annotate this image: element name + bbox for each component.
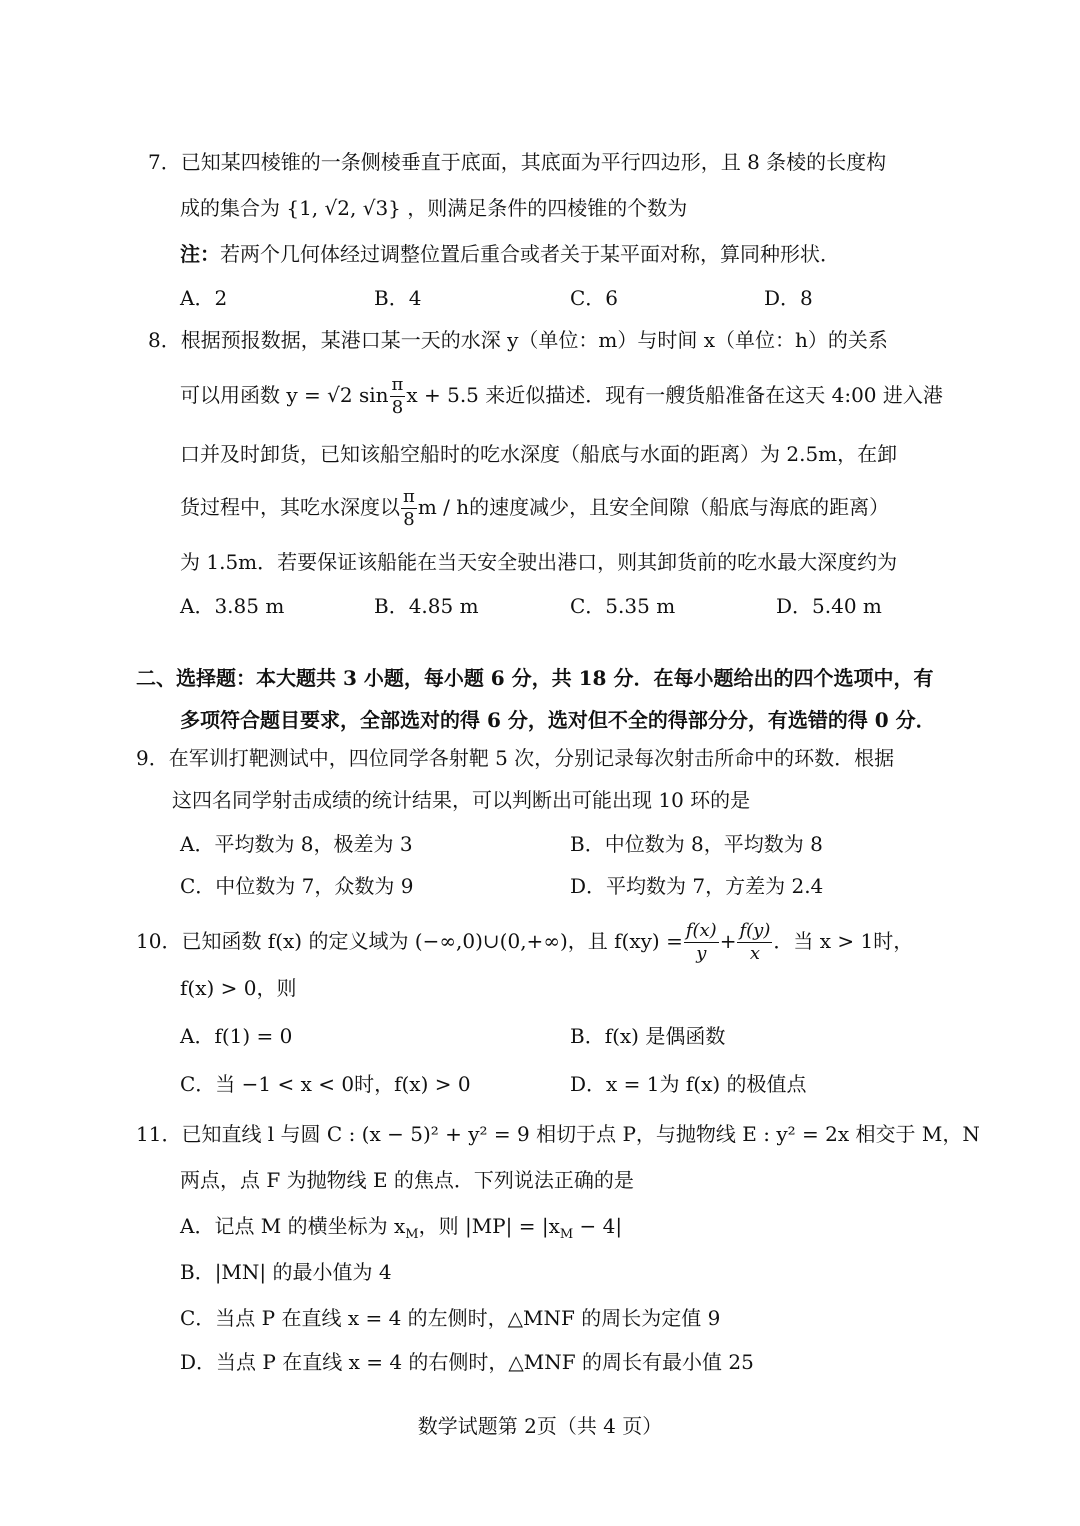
q10-frac2 [737, 922, 772, 963]
q11-option-b: B．|MN| 的最小值为 4 [180, 1260, 392, 1284]
q8-rate-num: π [403, 486, 415, 507]
q10-option-b: B．f(x) 是偶函数 [570, 1024, 726, 1048]
q10-frac1-num: f(x) [685, 920, 717, 941]
q9-option-c: C．中位数为 7，众数为 9 [180, 874, 414, 898]
q8-func-num: π [391, 374, 404, 395]
q8-line3: 口并及时卸货，已知该船空船时的吃水深度（船底与水面的距离）为 2.5m，在卸 [180, 442, 898, 466]
q10-option-c: C．当 −1 < x < 0时，f(x) > 0 [180, 1072, 471, 1096]
q8-line4-a: 货过程中，其吃水深度以 [180, 495, 400, 519]
q7-option-d: D．8 [764, 286, 813, 310]
q7-set-expr: {1, √2, √3} [286, 196, 401, 220]
q7-option-a: A．2 [180, 286, 228, 310]
q7-option-c: C．6 [570, 286, 619, 310]
q8-line2-b: 来近似描述．现有一艘货船准备在这天 4:00 进入港 [485, 383, 943, 407]
q7-line1: 7．已知某四棱锥的一条侧棱垂直于底面，其底面为平行四边形，且 8 条棱的长度构 [148, 150, 887, 174]
q8-func-b: x + 5.5 [406, 383, 479, 407]
page-footer: 数学试题第 2页（共 4 页） [417, 1414, 663, 1438]
q8-option-c: C．5.35 m [570, 594, 676, 618]
q9-line1: 9．在军训打靶测试中，四位同学各射靶 5 次，分别记录每次射击所命中的环数．根据 [136, 746, 895, 770]
q7-line2-b: ，则满足条件的四棱锥的个数为 [407, 196, 688, 220]
q8-rate-frac [401, 488, 417, 529]
section2-line1: 二、选择题：本大题共 3 小题，每小题 6 分，共 18 分．在每小题给出的四个选项中，有 [136, 666, 934, 690]
q7-note [180, 240, 840, 268]
q10-line1 [136, 916, 913, 970]
q8-func-den: 8 [391, 397, 404, 418]
q8-func-frac [390, 376, 406, 417]
q8-option-b: B．4.85 m [374, 594, 479, 618]
q10-line1-b: ．当 x > 1时， [773, 929, 914, 953]
q8-line4 [180, 482, 889, 536]
q11-optA-b: ，则 |MP| = |x [418, 1214, 560, 1238]
q7-line2 [180, 194, 687, 222]
q8-line2 [180, 370, 943, 424]
q7-note-text: 若两个几何体经过调整位置后重合或者关于某平面对称，算同种形状． [220, 242, 840, 266]
q10-frac2-den: x [749, 943, 760, 964]
q10-plus: + [719, 929, 737, 953]
q10-option-a: A．f(1) = 0 [180, 1024, 293, 1048]
q11-optA-c: − 4| [573, 1214, 623, 1238]
q10-option-d: D．x = 1为 f(x) 的极值点 [570, 1072, 807, 1096]
q8-line2-a: 可以用函数 [180, 383, 280, 407]
q11-optA-sub2: M [559, 1227, 574, 1242]
q11-option-c: C．当点 P 在直线 x = 4 的左侧时，△MNF 的周长为定值 9 [180, 1306, 721, 1330]
q11-line2: 两点，点 F 为抛物线 E 的焦点．下列说法正确的是 [180, 1168, 634, 1192]
q11-option-a [180, 1212, 622, 1249]
q8-rate-unit: m / h [417, 495, 470, 519]
q9-line2: 这四名同学射击成绩的统计结果，可以判断出可能出现 10 环的是 [172, 788, 751, 812]
q8-line1: 8．根据预报数据，某港口某一天的水深 y（单位：m）与时间 x（单位：h）的关系 [148, 328, 888, 352]
q8-func-a: y = √2 sin [286, 383, 389, 407]
q10-line2: f(x) > 0，则 [180, 976, 297, 1000]
q9-option-d: D．平均数为 7，方差为 2.4 [570, 874, 824, 898]
q9-option-a: A．平均数为 8，极差为 3 [180, 832, 413, 856]
q8-line5: 为 1.5m．若要保证该船能在当天安全驶出港口，则其卸货前的吃水最大深度约为 [180, 550, 898, 574]
q11-optA-sub1: M [405, 1227, 419, 1242]
q10-frac1-den: y [696, 943, 707, 964]
section2-line2: 多项符合题目要求，全部选对的得 6 分，选对但不全的得部分分，有选错的得 0 分． [180, 708, 936, 732]
q10-frac1 [684, 922, 719, 963]
q10-line1-a: 10．已知函数 f(x) 的定义域为 (−∞,0)∪(0,+∞)，且 f(xy) = [136, 929, 683, 953]
q10-frac2-num: f(y) [739, 920, 771, 941]
q9-option-b: B．中位数为 8，平均数为 8 [570, 832, 823, 856]
q7-option-b: B．4 [374, 286, 422, 310]
q7-line2-a: 成的集合为 [180, 196, 280, 220]
q8-line4-b: 的速度减少，且安全间隙（船底与海底的距离） [469, 495, 890, 519]
q11-option-d: D．当点 P 在直线 x = 4 的右侧时，△MNF 的周长有最小值 25 [180, 1350, 754, 1374]
q11-line1: 11．已知直线 l 与圆 C : (x − 5)² + y² = 9 相切于点 P，与抛物线 E : y² = 2x 相交于 M，N [136, 1122, 980, 1146]
q7-note-label: 注： [180, 242, 220, 266]
q8-option-d: D．5.40 m [776, 594, 882, 618]
q8-option-a: A．3.85 m [180, 594, 285, 618]
q11-optA-a: A．记点 M 的横坐标为 x [180, 1214, 406, 1238]
q8-rate-den: 8 [403, 509, 415, 530]
